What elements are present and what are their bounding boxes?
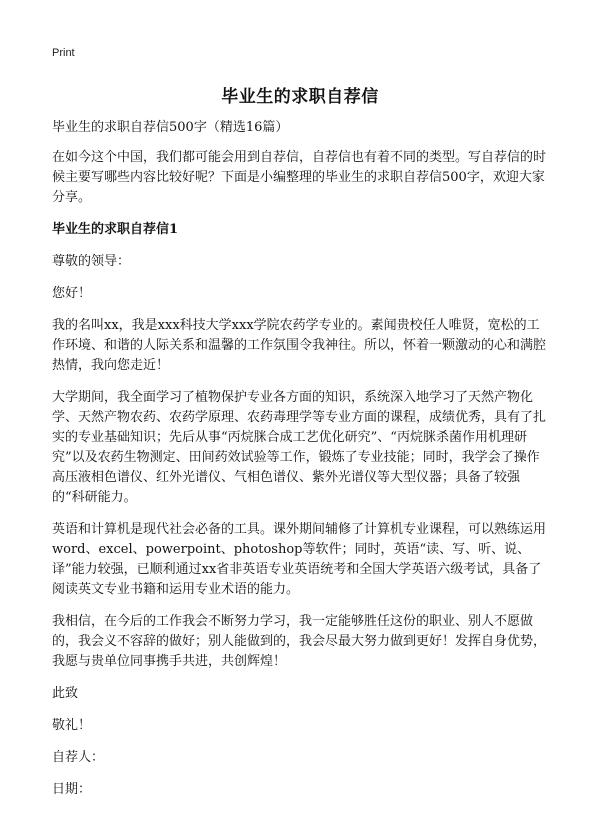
signature-label: 自荐人： [52, 750, 105, 765]
date-label: 日期： [52, 782, 92, 797]
article-body [52, 118, 552, 812]
print-link[interactable]: Print [52, 47, 75, 59]
body-paragraph: 我相信，在今后的工作我会不断努力学习，我一定能够胜任这份的职业、别人不愿做的，我会义不容辞的做好；别人能做到的，我会尽最大努力做到更好！发挥自身优势，我愿与贵单位同事携手共进，共创辉煌！ [52, 614, 547, 669]
intro-paragraph: 在如今这个中国，我们都可能会用到自荐信，自荐信也有着不同的类型。写自荐信的时候主要写哪些内容比较好呢？下面是小编整理的毕业生的求职自荐信500字，欢迎大家分享。 [52, 150, 547, 205]
salutation: 尊敬的领导： [52, 254, 131, 269]
page-title: 毕业生的求职自荐信 [221, 87, 379, 107]
closing-line: 敬礼！ [52, 718, 92, 733]
article-subtitle: 毕业生的求职自荐信500字（精选16篇） [52, 120, 289, 135]
body-paragraph: 英语和计算机是现代社会必备的工具。课外期间辅修了计算机专业课程，可以熟练运用word、excel、powerpoint、photoshop等软件；同时，英语“读、写、听、说、译”能力较强，已顺利通过xx省非英语专业英语统考和全国大学英语六级考试，具备了阅读英文专业书籍和运用专业术语的能力。 [52, 522, 547, 597]
greeting: 您好！ [52, 286, 92, 301]
closing-line: 此致 [52, 686, 79, 701]
body-paragraph: 大学期间，我全面学习了植物保护专业各方面的知识，系统深入地学习了天然产物化学、天然产物农药、农药学原理、农药毒理学等专业方面的课程，成绩优秀，具有了扎实的专业基础知识；先后从事“丙烷脒合成工艺优化研究”、“丙烷脒杀菌作用机理研究”以及农药生物测定、田间药效试验等工作，锻炼了专业技能；同时，我学会了操作高压液相色谱仪、红外光谱仪、气相色谱仪、紫外光谱仪等大型仪器；具备了较强的“科研能力。 [52, 390, 547, 505]
section-heading: 毕业生的求职自荐信1 [52, 222, 179, 237]
body-paragraph: 我的名叫xx，我是xxx科技大学xxx学院农药学专业的。素闻贵校任人唯贤，宽松的工作环境、和谐的人际关系和温馨的工作氛围令我神往。所以，怀着一颗激动的心和满腔热情，我向您走近！ [52, 318, 547, 373]
